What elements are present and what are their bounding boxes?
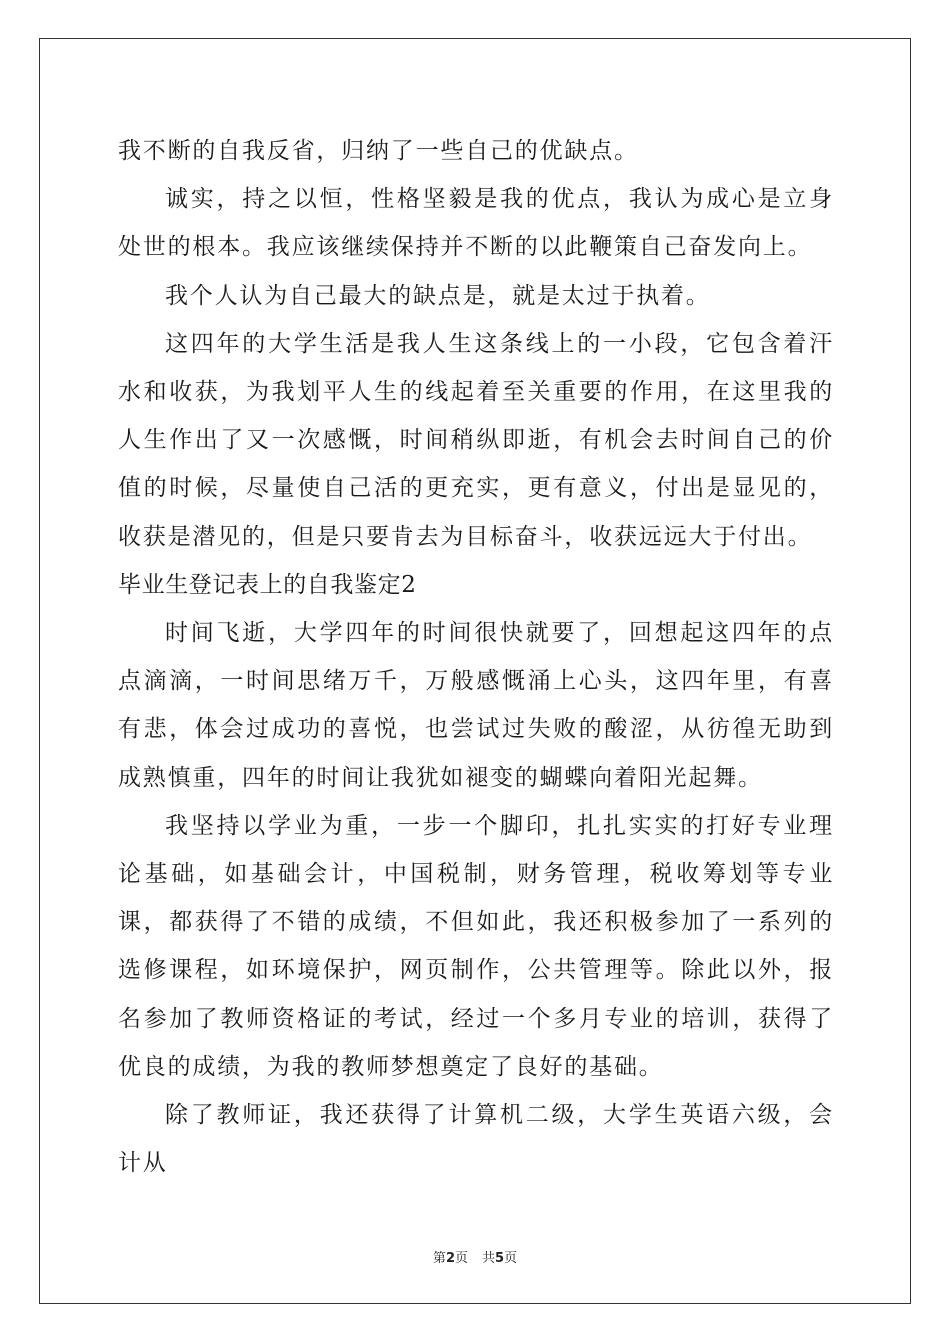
- section-title: 毕业生登记表上的自我鉴定2: [118, 571, 417, 598]
- paragraph-2: 诚实，持之以恒，性格坚毅是我的优点，我认为成心是立身处世的根本。我应该继续保持并不断的以此鞭策自己奋发向上。: [118, 186, 834, 261]
- document-body: [118, 127, 834, 1187]
- total-prefix: 共: [482, 1251, 496, 1266]
- section-paragraph-3: 除了教师证，我还获得了计算机二级，大学生英语六级，会计从: [118, 1102, 834, 1177]
- total-pages: 5: [495, 1251, 505, 1266]
- page-number: 2: [445, 1251, 455, 1266]
- page-footer: [0, 1247, 950, 1266]
- page-suffix: 页: [454, 1251, 468, 1266]
- total-suffix: 页: [504, 1251, 518, 1266]
- paragraph-3: 我个人认为自己最大的缺点是，就是太过于执着。: [165, 282, 711, 309]
- section-paragraph-2: 我坚持以学业为重，一步一个脚印，扎扎实实的打好专业理论基础，如基础会计，中国税制，财务管理，税收筹划等专业课，都获得了不错的成绩，不但如此，我还积极参加了一系列的选修课程，如环境保护，网页制作，公共管理等。除此以外，报名参加了教师资格证的考试，经过一个多月专业的培训，获得了优良的成绩，为我的教师梦想奠定了良好的基础。: [118, 812, 834, 1080]
- page-prefix: 第: [432, 1251, 446, 1266]
- paragraph-1: 我不断的自我反省，归纳了一些自己的优缺点。: [118, 138, 639, 164]
- section-paragraph-1: 时间飞逝，大学四年的时间很快就要了，回想起这四年的点点滴滴，一时间思绪万千，万般感慨涌上心头，这四年里，有喜有悲，体会过成功的喜悦，也尝试过失败的酸涩，从彷徨无助到成熟慎重，四年的时间让我犹如褪变的蝴蝶向着阳光起舞。: [118, 620, 834, 791]
- paragraph-4: 这四年的大学生活是我人生这条线上的一小段，它包含着汗水和收获，为我划平人生的线起着至关重要的作用，在这里我的人生作出了又一次感慨，时间稍纵即逝，有机会去时间自己的价值的时候，尽量使自己活的更充实，更有意义，付出是显见的，收获是潜见的，但是只要肯去为目标奋斗，收获远远大于付出。: [118, 330, 834, 550]
